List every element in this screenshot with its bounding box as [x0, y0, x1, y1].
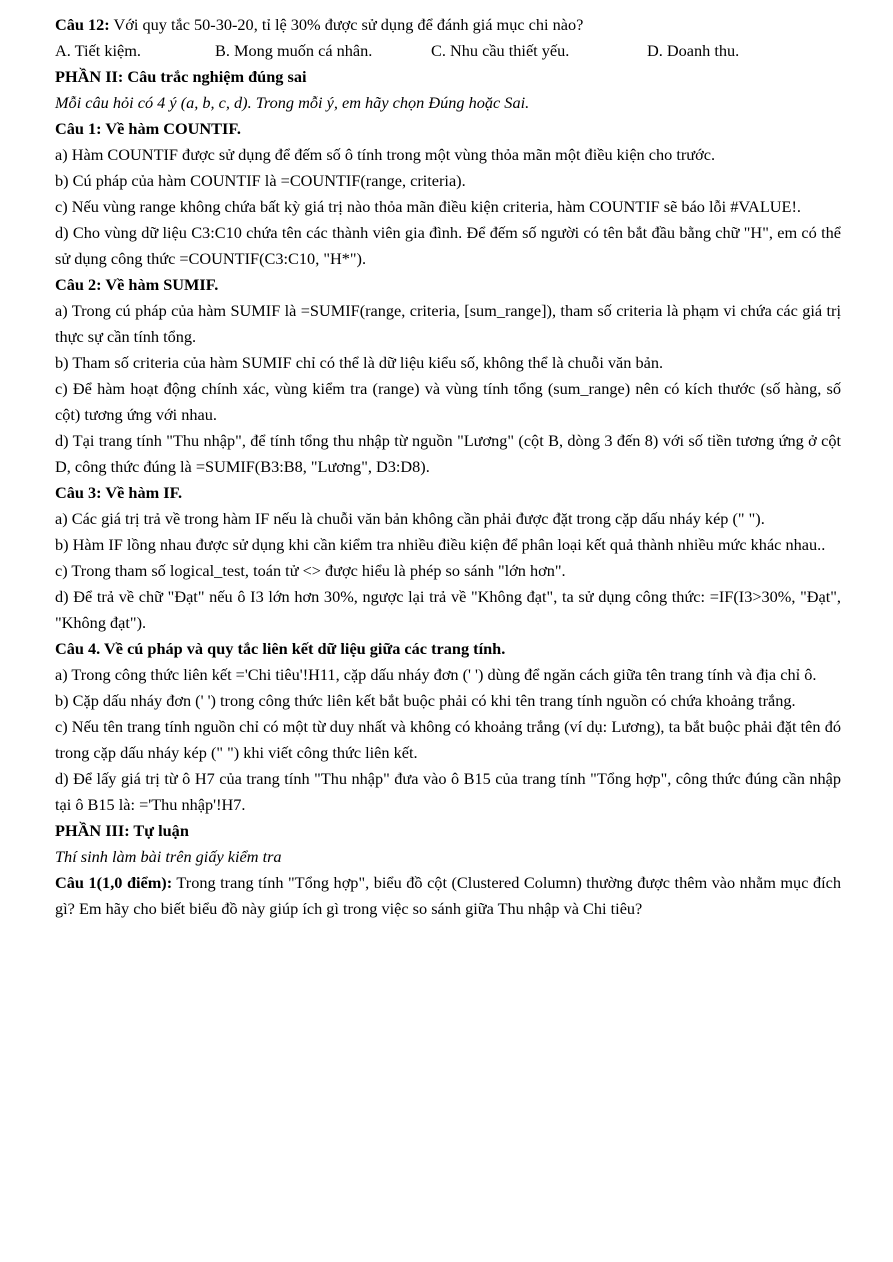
statement-b: b) Cú pháp của hàm COUNTIF là =COUNTIF(range, criteria).	[55, 171, 466, 190]
question-12-label: Câu 12:	[55, 15, 110, 34]
statement-a: a) Trong công thức liên kết ='Chi tiêu'!H11, cặp dấu nháy đơn (' ') dùng để ngăn cách giữa tên trang tính và địa chỉ ô.	[55, 665, 817, 684]
question-12-options	[55, 38, 841, 64]
statement-a: a) Trong cú pháp của hàm SUMIF là =SUMIF(range, criteria, [sum_range]), tham số criteria là phạm vi chứa các giá trị thực sự cần tính tổng.	[55, 301, 841, 346]
exam-page	[55, 12, 841, 922]
statement-d: d) Cho vùng dữ liệu C3:C10 chứa tên các thành viên gia đình. Để đếm số người có tên bắt đầu bằng chữ "H", em có thể sử dụng công thức =COUNTIF(C3:C10, "H*").	[55, 223, 841, 268]
part2-title: PHẦN II: Câu trắc nghiệm đúng sai	[55, 67, 307, 86]
statement-c: c) Nếu vùng range không chứa bất kỳ giá trị nào thỏa mãn điều kiện criteria, hàm COUNTIF sẽ báo lỗi #VALUE!.	[55, 197, 801, 216]
essay-question-1-label: Câu 1(1,0 điểm):	[55, 873, 173, 892]
statement-b: b) Hàm IF lồng nhau được sử dụng khi cần kiểm tra nhiều điều kiện để phân loại kết quả thành nhiều mức khác nhau..	[55, 535, 826, 554]
option-b: B. Mong muốn cá nhân.	[215, 41, 373, 60]
option-a: A. Tiết kiệm.	[55, 41, 141, 60]
statement-c: c) Trong tham số logical_test, toán tử <> được hiểu là phép so sánh "lớn hơn".	[55, 561, 566, 580]
part3-title: PHẦN III: Tự luận	[55, 821, 189, 840]
option-c: C. Nhu cầu thiết yếu.	[431, 41, 570, 60]
question-title: Câu 4. Về cú pháp và quy tắc liên kết dữ liệu giữa các trang tính.	[55, 639, 506, 658]
statement-d: d) Tại trang tính "Thu nhập", để tính tổng thu nhập từ nguồn "Lương" (cột B, dòng 3 đến 8) với số tiền tương ứng ở cột D, công thức đúng là =SUMIF(B3:B8, "Lương", D3:D8).	[55, 431, 841, 476]
question-12-text: Với quy tắc 50-30-20, tỉ lệ 30% được sử dụng để đánh giá mục chi nào?	[109, 15, 584, 34]
statement-c: c) Để hàm hoạt động chính xác, vùng kiểm tra (range) và vùng tính tổng (sum_range) nên có kích thước (số hàng, số cột) tương ứng với nhau.	[55, 379, 841, 424]
statement-a: a) Các giá trị trả về trong hàm IF nếu là chuỗi văn bản không cần phải được đặt trong cặp dấu nháy kép (" ").	[55, 509, 765, 528]
statement-b: b) Tham số criteria của hàm SUMIF chỉ có thể là dữ liệu kiểu số, không thể là chuỗi văn bản.	[55, 353, 664, 372]
question-title: Câu 2: Về hàm SUMIF.	[55, 275, 219, 294]
statement-d: d) Để trả về chữ "Đạt" nếu ô I3 lớn hơn 30%, ngược lại trả về "Không đạt", ta sử dụng công thức: =IF(I3>30%, "Đạt", "Không đạt").	[55, 587, 841, 632]
statement-b: b) Cặp dấu nháy đơn (' ') trong công thức liên kết bắt buộc phải có khi tên trang tính nguồn có chứa khoảng trắng.	[55, 691, 796, 710]
question-title: Câu 1: Về hàm COUNTIF.	[55, 119, 241, 138]
option-d: D. Doanh thu.	[647, 41, 740, 60]
essay-question-1-text: Trong trang tính "Tổng hợp", biểu đồ cột (Clustered Column) thường được thêm vào nhằm mục đích gì? Em hãy cho biết biểu đồ này giúp ích gì trong việc so sánh giữa Thu nhập và Chi tiêu?	[55, 873, 841, 918]
statement-d: d) Để lấy giá trị từ ô H7 của trang tính "Thu nhập" đưa vào ô B15 của trang tính "Tổng hợp", công thức đúng cần nhập tại ô B15 là: ='Thu nhập'!H7.	[55, 769, 841, 814]
statement-a: a) Hàm COUNTIF được sử dụng để đếm số ô tính trong một vùng thỏa mãn một điều kiện cho trước.	[55, 145, 716, 164]
essay-question-1	[55, 870, 841, 922]
part3-instruction: Thí sinh làm bài trên giấy kiểm tra	[55, 847, 282, 866]
part2-instruction: Mỗi câu hỏi có 4 ý (a, b, c, d). Trong mỗi ý, em hãy chọn Đúng hoặc Sai.	[55, 93, 530, 112]
question-12	[55, 12, 841, 38]
statement-c: c) Nếu tên trang tính nguồn chỉ có một từ duy nhất và không có khoảng trắng (ví dụ: Lương), ta bắt buộc phải đặt tên đó trong cặp dấu nháy kép (" ") khi viết công thức liên kết.	[55, 717, 841, 762]
question-title: Câu 3: Về hàm IF.	[55, 483, 183, 502]
